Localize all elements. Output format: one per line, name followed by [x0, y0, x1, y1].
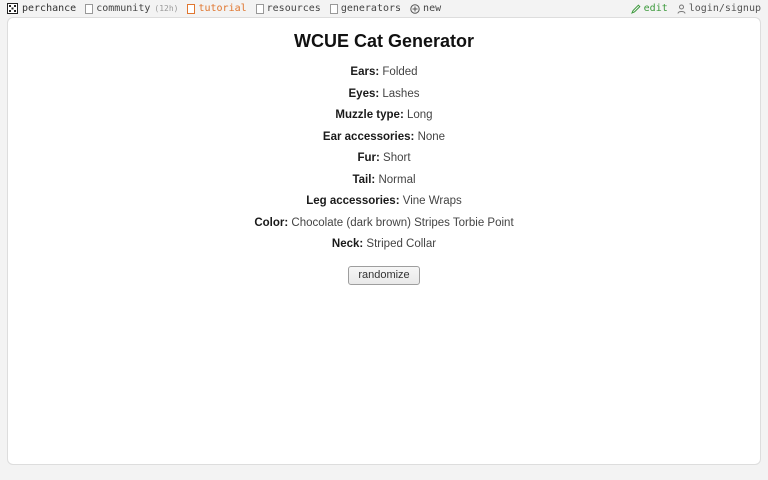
document-icon	[256, 4, 264, 14]
login-signup-button[interactable]	[677, 3, 761, 14]
trait-label: Eyes:	[348, 87, 380, 100]
edit-label: edit	[643, 3, 668, 14]
document-icon	[187, 4, 195, 14]
trait-value: Long	[406, 109, 433, 121]
trait-row-eyes	[8, 89, 760, 101]
nav-label: tutorial	[198, 3, 247, 14]
brand-label: perchance	[22, 3, 77, 14]
trait-label: Ear accessories:	[322, 130, 415, 143]
generator-panel	[7, 17, 761, 465]
edit-button[interactable]	[631, 3, 668, 14]
trait-label: Leg accessories:	[306, 195, 400, 207]
nav-label: community	[96, 3, 151, 14]
trait-row-muzzle-type	[8, 110, 760, 122]
community-activity-badge: (12h)	[154, 4, 179, 13]
nav-label: generators	[340, 3, 402, 14]
randomize-button[interactable]: randomize	[348, 266, 419, 285]
trait-value: Chocolate (dark brown) Stripes Torbie Point	[291, 216, 514, 229]
trait-value: None	[417, 130, 446, 143]
trait-row-leg-accessories	[8, 196, 760, 208]
nav-label: resources	[266, 3, 321, 14]
trait-row-fur	[8, 153, 760, 165]
trait-label: Muzzle type:	[335, 109, 404, 121]
trait-value: Striped Collar	[366, 238, 437, 250]
perchance-brand[interactable]	[7, 3, 76, 14]
trait-row-color	[8, 218, 760, 230]
page-title: WCUE Cat Generator	[293, 31, 475, 51]
generator-output	[8, 67, 760, 251]
trait-row-neck	[8, 239, 760, 251]
document-icon	[85, 4, 93, 14]
trait-row-tail	[8, 175, 760, 187]
trait-value: Folded	[382, 66, 418, 78]
trait-label: Tail:	[352, 173, 376, 186]
perchance-logo-icon	[7, 3, 18, 14]
plus-circle-icon	[410, 4, 420, 14]
nav-link-new[interactable]	[410, 3, 441, 14]
nav-link-tutorial[interactable]	[187, 3, 246, 14]
user-icon	[677, 4, 686, 14]
nav-link-resources[interactable]	[256, 3, 321, 14]
trait-value: Vine Wraps	[402, 195, 462, 207]
trait-row-ears	[8, 67, 760, 79]
trait-label: Fur:	[357, 152, 380, 164]
trait-value: Lashes	[382, 87, 420, 100]
trait-row-ear-accessories	[8, 132, 760, 144]
trait-value: Short	[383, 152, 411, 164]
trait-label: Ears:	[350, 66, 380, 78]
top-nav-bar	[0, 0, 768, 17]
document-icon	[330, 4, 338, 14]
nav-label: new	[423, 3, 442, 14]
nav-link-community[interactable]	[85, 3, 178, 14]
nav-link-generators[interactable]	[330, 3, 401, 14]
login-label: login/signup	[688, 3, 761, 14]
pencil-icon	[631, 4, 641, 14]
trait-label: Color:	[254, 216, 289, 229]
trait-label: Neck:	[331, 238, 364, 250]
trait-value: Normal	[378, 173, 416, 186]
